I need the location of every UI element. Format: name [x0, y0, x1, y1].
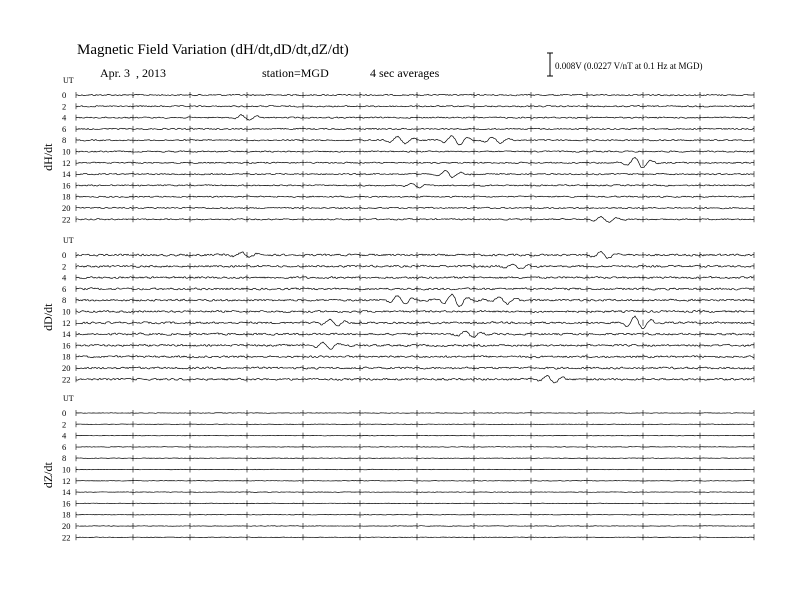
hour-label: 14 [62, 169, 71, 180]
hour-label: 14 [62, 487, 71, 498]
trace-line [76, 367, 754, 369]
trace-line [76, 136, 754, 145]
trace-line [76, 469, 754, 470]
trace-line [76, 251, 754, 258]
panel-name: dZ/dt [41, 462, 55, 489]
hour-label: 2 [62, 419, 67, 430]
figure-header [77, 42, 440, 80]
trace-line [76, 170, 754, 177]
hour-label: 0 [62, 250, 67, 260]
hour-label: 20 [62, 521, 71, 531]
hour-label: 4 [62, 112, 67, 123]
panel-dhdt [41, 76, 754, 224]
hour-label: 22 [62, 532, 71, 543]
hour-label: 8 [62, 135, 67, 146]
trace-line [76, 492, 754, 493]
trace-line [76, 157, 754, 167]
trace-line [76, 375, 754, 383]
hour-label: 6 [62, 123, 67, 134]
trace-line [76, 447, 754, 448]
hour-label: 16 [62, 340, 71, 351]
trace-line [76, 216, 754, 222]
trace-line [76, 196, 754, 198]
panel-dddt [41, 236, 754, 384]
station-label: station=MGD [262, 66, 329, 80]
hour-label: 16 [62, 180, 71, 191]
hour-label: 12 [62, 317, 71, 328]
trace-line [76, 316, 754, 329]
trace-line [76, 151, 754, 153]
hour-label: 2 [62, 101, 67, 112]
trace-line [76, 342, 754, 349]
averaging-label: 4 sec averages [370, 66, 440, 80]
time-axis-label: UT [63, 394, 74, 403]
trace-line [76, 106, 754, 108]
hour-label: 12 [62, 475, 71, 486]
hour-label: 20 [62, 203, 71, 213]
trace-line [76, 331, 754, 337]
hour-label: 18 [62, 191, 71, 202]
trace-line [76, 114, 754, 120]
figure-title: Magnetic Field Variation (dH/dt,dD/dt,dZ/dt) [77, 42, 349, 58]
trace-line [76, 458, 754, 459]
hour-label: 6 [62, 283, 67, 294]
hour-label: 10 [62, 464, 71, 475]
trace-line [76, 526, 754, 527]
trace-line [76, 424, 754, 425]
hour-label: 8 [62, 295, 67, 306]
hour-label: 16 [62, 498, 71, 509]
hour-label: 4 [62, 272, 67, 283]
hour-label: 14 [62, 329, 71, 340]
hour-label: 18 [62, 509, 71, 520]
hour-label: 20 [62, 363, 71, 373]
panel-name: dD/dt [41, 303, 55, 331]
hour-label: 0 [62, 90, 67, 100]
hour-label: 10 [62, 306, 71, 317]
hour-label: 4 [62, 430, 67, 441]
trace-line [76, 503, 754, 504]
time-axis-label: UT [63, 236, 74, 245]
trace-line [76, 94, 754, 96]
trace-line [76, 264, 754, 268]
scale-legend [547, 53, 703, 76]
trace-line [76, 537, 754, 538]
trace-line [76, 413, 754, 414]
panel-dzdt [41, 394, 754, 542]
trace-line [76, 128, 754, 130]
hour-label: 6 [62, 441, 67, 452]
hour-label: 22 [62, 374, 71, 385]
trace-line [76, 183, 754, 188]
trace-line [76, 207, 754, 209]
trace-line [76, 480, 754, 481]
hour-label: 18 [62, 351, 71, 362]
hour-label: 0 [62, 408, 67, 418]
trace-line [76, 277, 754, 279]
hour-label: 22 [62, 214, 71, 225]
trace-line [76, 294, 754, 307]
trace-line [76, 514, 754, 515]
time-axis-label: UT [63, 76, 74, 85]
trace-line [76, 356, 754, 358]
trace-line [76, 288, 754, 290]
date-label: Apr. 3 , 2013 [100, 66, 166, 80]
trace-line [76, 435, 754, 436]
scale-note: 0.008V (0.0227 V/nT at 0.1 Hz at MGD) [555, 61, 703, 71]
hour-label: 12 [62, 157, 71, 168]
hour-label: 10 [62, 146, 71, 157]
panel-name: dH/dt [41, 143, 55, 171]
trace-line [76, 310, 754, 312]
panels [41, 76, 754, 542]
hour-label: 8 [62, 453, 67, 464]
hour-label: 2 [62, 261, 67, 272]
